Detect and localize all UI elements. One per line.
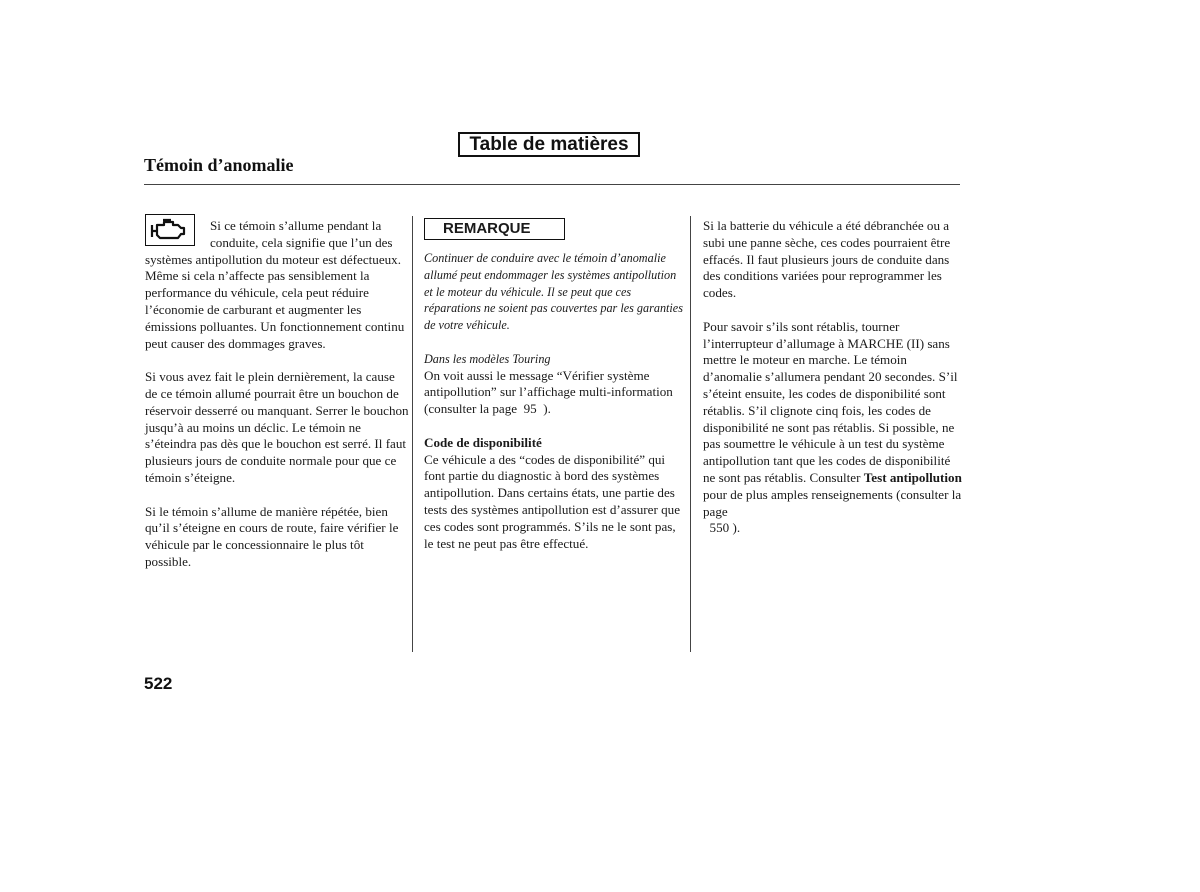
paragraph: Si ce témoin s’allume pendant la — [210, 218, 382, 233]
column-divider-right — [690, 216, 691, 652]
test-link[interactable]: Test antipollution — [863, 469, 962, 485]
paragraph: conduite, cela signifie que l’un des — [210, 234, 393, 250]
paragraph-text: pour de plus amples renseignements (consulter la page — [703, 486, 962, 519]
section-title: Témoin d’anomalie — [144, 155, 294, 175]
touring-end: ). — [543, 401, 551, 417]
paragraph: Ce véhicule a des “codes de disponibilité” qui font partie du diagnostic à bord des systèmes antipollution. Dans certains états, une partie des tests des systèmes antipollution est d’assurer que ces codes sont programmés. S’ils ne le sont pas, le test ne peut pas être effectué. — [424, 451, 681, 551]
paragraph: Si le témoin s’allume de manière répétée, bien qu’il s’éteigne en cours de route, faire vérifier le véhicule par le concessionnaire le plus tôt possible. — [145, 503, 399, 569]
column-3 — [703, 218, 965, 537]
column-1 — [145, 218, 410, 571]
column-divider-left — [412, 216, 413, 652]
page-link[interactable]: 550 — [709, 520, 730, 536]
paragraph: systèmes antipollution du moteur est défectueux. Même si cela n’affecte pas sensiblement la performance du véhicule, cela peut réduire l’économie de carburant et augmenter les émissions polluantes. Un fonctionnement continu peut causer des dommages graves. — [145, 251, 405, 351]
paragraph-text: Pour savoir s’ils sont rétablis, tourner l’interrupteur d’allumage à MARCHE (II) sans mettre le moteur en marche. Le témoin d’anomalie s’allumera pendant 20 secondes. S’il s’éteint ensuite, les codes de disponibilité sont rétablis. S’il clignote cinq fois, les codes de disponibilité ne sont pas rétablis. Si possible, ne pas soumettre le véhicule à un test du système antipollution tant que les codes de disponibilité ne sont pas rétablis. Consulter — [703, 318, 958, 485]
table-of-contents-button[interactable]: Table de matières — [458, 132, 640, 157]
paragraph — [703, 319, 965, 537]
paragraph-end: ). — [732, 520, 741, 536]
page-link[interactable]: 95 — [523, 401, 537, 417]
paragraph: Si vous avez fait le plein dernièrement, la cause de ce témoin allumé pourrait être un bouchon de réservoir desserré ou manquant. Serrer le bouchon jusqu’à au moins un déclic. Le témoin ne s’éteindra pas dès que le bouchon est serré. Il faut plusieurs jours de conduite normale pour que ce témoin s’éteigne. — [145, 369, 409, 485]
touring-text: On voit aussi le message “Vérifier système antipollution” sur l’affichage multi-information (consulter la page — [424, 367, 673, 417]
column-2 — [424, 218, 686, 552]
note-label: REMARQUE — [424, 218, 565, 240]
note-text: Continuer de conduire avec le témoin d’anomalie allumé peut endommager les systèmes antipollution et le moteur du véhicule. Il se peut que ces réparations ne soient pas couvertes par les garanties de votre véhicule. — [424, 251, 683, 333]
paragraph: Si la batterie du véhicule a été débranchée ou a subi une panne sèche, ces codes pourraient être effacés. Il faut plusieurs jours de conduite dans des conditions variées pour reprogrammer les codes. — [703, 218, 951, 301]
header-divider — [144, 184, 960, 185]
touring-label: Dans les modèles Touring — [424, 351, 551, 366]
subheading: Code de disponibilité — [424, 434, 542, 450]
paragraph — [424, 368, 686, 418]
page-number: 522 — [144, 674, 173, 693]
